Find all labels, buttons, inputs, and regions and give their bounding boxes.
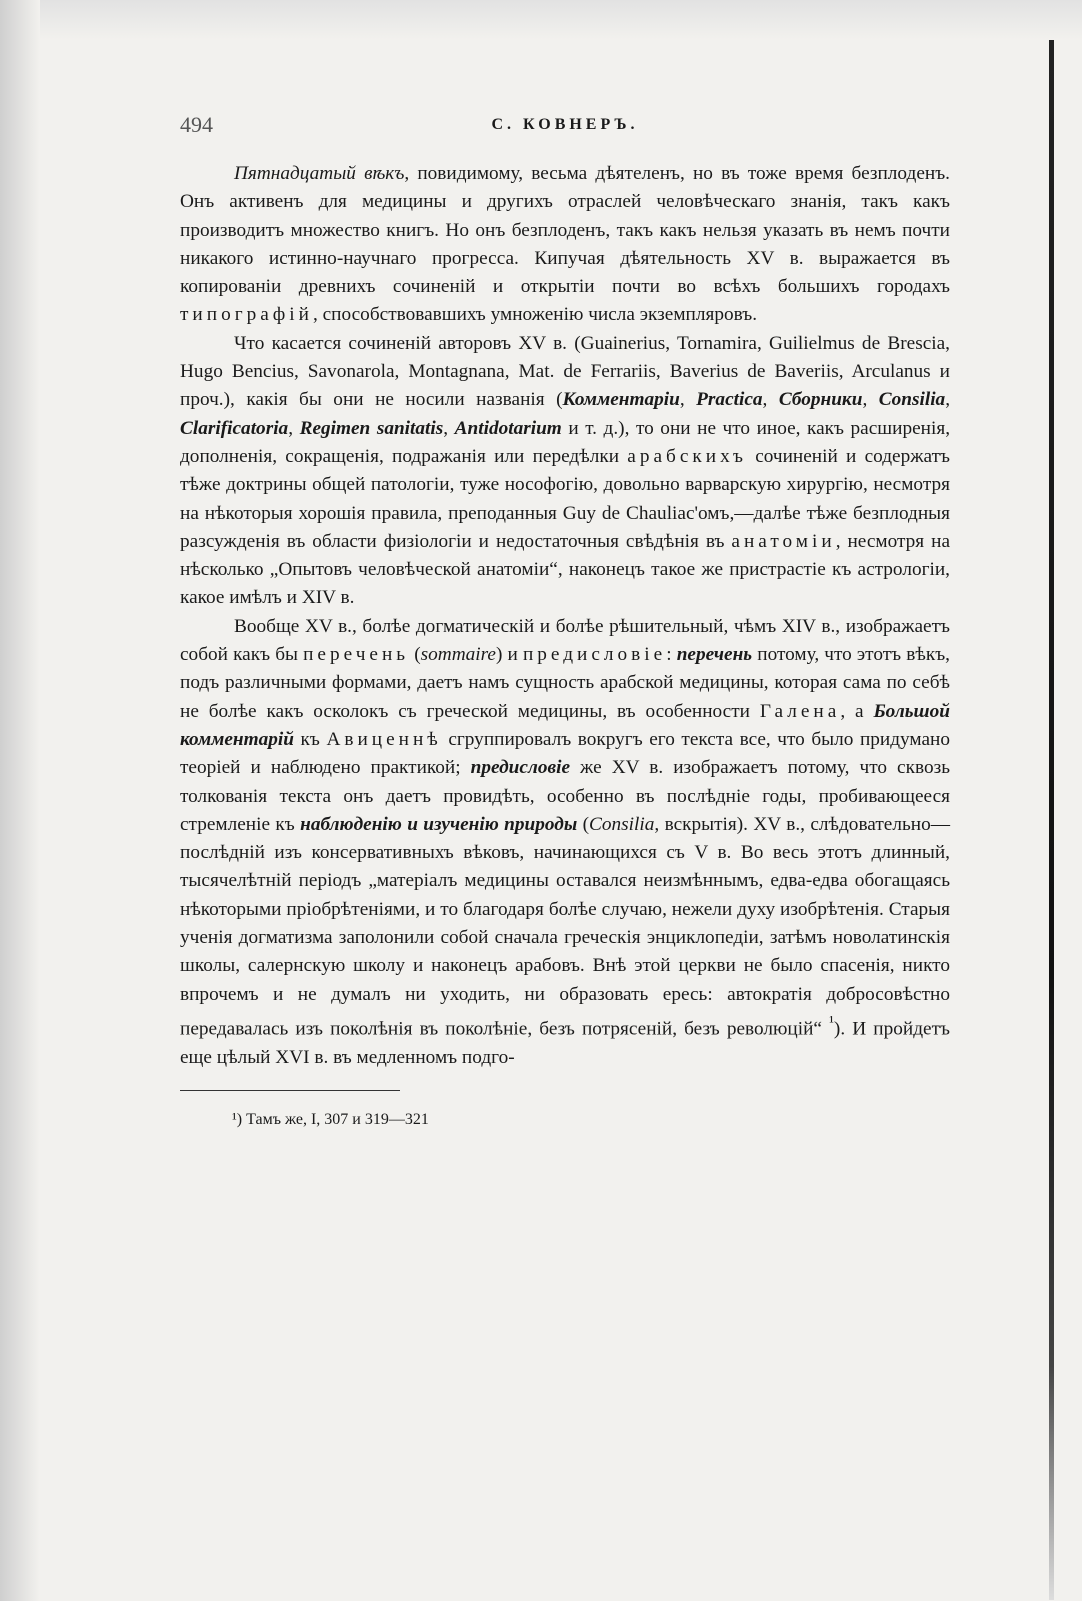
spaced-word: Галена	[759, 700, 841, 722]
paragraph-3: Вообще XV в., болѣе догматическій и болѣе рѣшительный, чѣмъ XIV в., изображаетъ собой какъ бы перечень (sommaire) и предисловіе: перечень потому, что этотъ вѣкъ, подъ различными формами, даетъ намъ сущность арабской медицины, которая сама по себѣ не болѣе какъ осколокъ съ греческой медицины, въ особенности Галена, а Большой комментарій къ Авиценнѣ сгруппировалъ вокругъ его текста все, что было придумано теоріей и наблюдено практикой; предисловіе же XV в. изображаетъ потому, что сквозь толкованія текста онъ даетъ провидѣть, особенно въ послѣдніе годы, пробивающееся стремленіе къ наблюденію и изученію природы (Consilia, вскрытія). XV в., слѣдовательно—послѣдній изъ консервативныхъ вѣковъ, начинающихся съ V в. Во весь этотъ длинный, тысячелѣтній періодъ „матеріалъ медицины оставался неизмѣннымъ, едва-едва обогащаясь нѣкоторыми пріобрѣтеніями, и то благодаря болѣе случаю, нежели духу изобрѣтенія. Старыя ученія догматизма заполонили собой сначала греческія энциклопедіи, затѣмъ новолатинскія школы, салернскую школу и наконецъ арабовъ. Внѣ этой церкви не было спасенія, никто впрочемъ и не думалъ ни уходить, ни образовать ересь: автократія добросовѣстно передавалась изъ поколѣнія въ поколѣніе, безъ потрясеній, безъ революцій“ $^{^1}$). И пройдетъ еще цѣлый XVI в. въ медленномъ подго-	[180, 615, 951, 1068]
italic-phrase: Большой комментарій	[180, 700, 950, 750]
running-title: С. КОВНЕРЪ.	[491, 116, 639, 133]
italic-phrase: перечень	[676, 644, 753, 666]
italic-title: Consilia	[878, 389, 946, 411]
italic-title: Antidotarium	[454, 417, 562, 439]
italic-phrase: наблюденію и изученію природы	[300, 813, 578, 835]
italic-title: Сборники	[778, 389, 863, 411]
page-edge-shadow	[1049, 40, 1054, 1600]
book-page	[180, 110, 950, 1129]
spaced-word: арабскихъ	[627, 445, 747, 467]
italic-phrase: sommaire	[420, 644, 496, 666]
italic-title: Practica	[696, 389, 763, 411]
italic-phrase: предисловіе	[470, 757, 571, 779]
page-number: 494	[180, 112, 213, 137]
spaced-word: Авиценнѣ	[326, 728, 442, 750]
running-head	[180, 110, 950, 150]
paragraph-1: Пятнадцатый вѣкъ, повидимому, весьма дѣятеленъ, но въ тоже время безплоденъ. Онъ активенъ для медицины и другихъ отраслей человѣческаго знанія, такъ какъ производитъ множество книгъ. Но онъ безплоденъ, такъ какъ нельзя указать въ немъ почти никакого истинно-научнаго прогресса. Кипучая дѣятельность XV в. выражается въ копированіи древнихъ сочиненій и открытіи почти во всѣхъ большихъ городахъ типографій, способствовавшихъ умноженію числа экземпляровъ.	[180, 163, 950, 326]
italic-phrase: Пятнадцатый вѣкъ	[234, 163, 405, 184]
spaced-word: предисловіе	[522, 644, 667, 666]
italic-phrase: Consilia	[589, 813, 655, 835]
footnote	[180, 1111, 950, 1129]
spaced-word: типографій	[180, 304, 313, 326]
body-text	[180, 160, 950, 1072]
italic-title: Clarificatoria	[180, 417, 289, 439]
paragraph-2: Что касается сочиненій авторовъ XV в. (Guainerius, Tornamira, Guilielmus de Brescia, Hugo Bencius, Savonarola, Montagnana, Mat. de Ferrariis, Baverius de Baveriis, Arculanus и проч.), какія бы они не носили названія (Комментаріи, Practica, Сборники, Consilia, Clarificatoria, Regimen sanitatis, Antidotarium и т. д.), то они не что иное, какъ расширенія, дополненія, сокращенія, подражанія или передѣлки арабскихъ сочиненій и содержатъ тѣже доктрины общей патологіи, туже нософогію, довольно варварскую хирургію, несмотря на нѣкоторыя хорошія правила, преподанныя Guy de Chauliac'омъ,—далѣе тѣже безплодныя разсужденія въ области физіологіи и недостаточныя свѣдѣнія въ анатоміи, несмотря на нѣсколько „Опытовъ человѣческой анатоміи“, наконецъ такое же пристрастіе къ астрологіи, какое имѣлъ и XIV в.	[180, 332, 951, 609]
spaced-word: перечень	[303, 644, 410, 666]
footnote-text: Тамъ же, I, 307 и 319—321	[242, 1110, 429, 1128]
footnote-mark: ¹)	[232, 1110, 243, 1128]
italic-title: Regimen sanitatis	[299, 417, 444, 439]
italic-title: Комментаріи	[562, 389, 680, 411]
spaced-word: анатоміи	[731, 530, 836, 552]
scan-top-shadow	[0, 0, 1082, 40]
footnote-rule	[180, 1090, 400, 1091]
footnote-ref[interactable]: ¹	[829, 1013, 834, 1031]
scan-left-shadow	[0, 0, 40, 1601]
